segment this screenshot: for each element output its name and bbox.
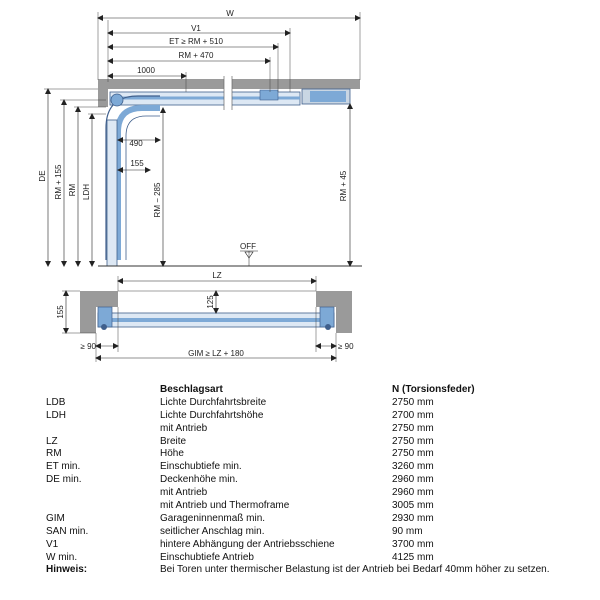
- spec-description: Garageninnenmaß min.: [160, 512, 266, 524]
- spec-hint-row: [0, 564, 600, 590]
- spec-value: 2960 mm: [392, 474, 434, 486]
- side-section-view: [38, 9, 362, 266]
- spec-header-row: [0, 384, 600, 397]
- spec-description: Einschubtiefe Antrieb: [160, 551, 254, 563]
- dim-gim: GIM ≥ LZ + 180: [188, 349, 244, 358]
- spec-description: seitlicher Anschlag min.: [160, 525, 265, 537]
- dim-lz: LZ: [212, 271, 222, 280]
- dim-rm45: RM + 45: [339, 170, 348, 202]
- track-end-fitting: [260, 90, 278, 100]
- frame-right: [320, 307, 334, 327]
- spec-value: 3005 mm: [392, 500, 434, 512]
- spec-row: [0, 461, 600, 474]
- frame-left: [98, 307, 112, 327]
- spec-row: [0, 448, 600, 461]
- dim-ge90-right: ≥ 90: [338, 342, 354, 351]
- spec-key: LZ: [46, 435, 58, 447]
- spec-key: RM: [46, 448, 62, 460]
- dim-rm470: RM + 470: [178, 51, 214, 60]
- dim-rm155: RM + 155: [54, 164, 63, 200]
- spec-value: 2930 mm: [392, 512, 434, 524]
- dim-1000: 1000: [137, 66, 155, 75]
- spec-row: [0, 410, 600, 423]
- dim-ge90-left: ≥ 90: [80, 342, 96, 351]
- spec-row: [0, 487, 600, 500]
- plan-view: [56, 271, 354, 362]
- spec-description: Deckenhöhe min.: [160, 474, 238, 486]
- spec-key: W min.: [46, 551, 78, 563]
- spec-row: [0, 397, 600, 410]
- dim-de: DE: [38, 170, 47, 182]
- spec-key: V1: [46, 538, 59, 550]
- dim-125: 125: [206, 295, 215, 309]
- spec-key: SAN min.: [46, 525, 89, 537]
- spec-value: 2750 mm: [392, 448, 434, 460]
- spec-row: [0, 436, 600, 449]
- spec-key: GIM: [46, 512, 65, 524]
- spec-row: [0, 539, 600, 552]
- spec-key: LDH: [46, 409, 67, 421]
- spec-row: [0, 500, 600, 513]
- lintel-block: [98, 79, 108, 107]
- hint-label: Hinweis:: [46, 564, 88, 576]
- spec-value: 3260 mm: [392, 461, 434, 473]
- dim-155-side: 155: [130, 159, 144, 168]
- dim-ldh: LDH: [82, 183, 91, 201]
- spec-key: LDB: [46, 396, 66, 408]
- spec-description: Einschubtiefe min.: [160, 461, 242, 473]
- spec-table: [0, 384, 600, 590]
- spec-row: [0, 513, 600, 526]
- dim-rm285: RM − 285: [153, 182, 162, 218]
- spec-row: [0, 423, 600, 436]
- spec-row: [0, 552, 600, 565]
- spec-description: mit Antrieb: [160, 422, 208, 434]
- break-symbol: [224, 76, 232, 110]
- spec-value: 2700 mm: [392, 409, 434, 421]
- spec-value: 2750 mm: [392, 435, 434, 447]
- spec-value: 2750 mm: [392, 422, 434, 434]
- spec-description: mit Antrieb und Thermoframe: [160, 500, 290, 512]
- spec-row: [0, 474, 600, 487]
- spec-description: Höhe: [160, 448, 184, 460]
- spec-value: 2960 mm: [392, 487, 434, 499]
- spec-description: Lichte Durchfahrtshöhe: [160, 409, 264, 421]
- spec-description: hintere Abhängung der Antriebsschiene: [160, 538, 335, 550]
- dim-rm: RM: [68, 183, 77, 197]
- spec-value: 3700 mm: [392, 538, 434, 550]
- spec-header-type: Beschlagsart: [160, 384, 223, 395]
- spec-key: ET min.: [46, 461, 81, 473]
- spec-value: 90 mm: [392, 525, 423, 537]
- spec-key: DE min.: [46, 474, 82, 486]
- spec-value: 2750 mm: [392, 396, 434, 408]
- spring-shaft: [111, 94, 123, 106]
- spec-value: 4125 mm: [392, 551, 434, 563]
- spec-description: Lichte Durchfahrtsbreite: [160, 396, 267, 408]
- spec-row: [0, 526, 600, 539]
- dim-et: ET ≥ RM + 510: [169, 37, 223, 46]
- spec-description: Breite: [160, 435, 187, 447]
- dim-v1: V1: [191, 24, 201, 33]
- dim-155-plan: 155: [56, 305, 65, 319]
- door-leaf-vertical: [107, 120, 117, 266]
- dim-490: 490: [129, 139, 143, 148]
- hint-text: Bei Toren unter thermischer Belastung ist der Antrieb bei Bedarf 40mm höher zu setzen.: [160, 564, 550, 576]
- off-label: OFF: [240, 242, 256, 251]
- spec-description: mit Antrieb: [160, 487, 208, 499]
- spec-header-variant: N (Torsionsfeder): [392, 384, 475, 395]
- dim-w: W: [226, 9, 234, 18]
